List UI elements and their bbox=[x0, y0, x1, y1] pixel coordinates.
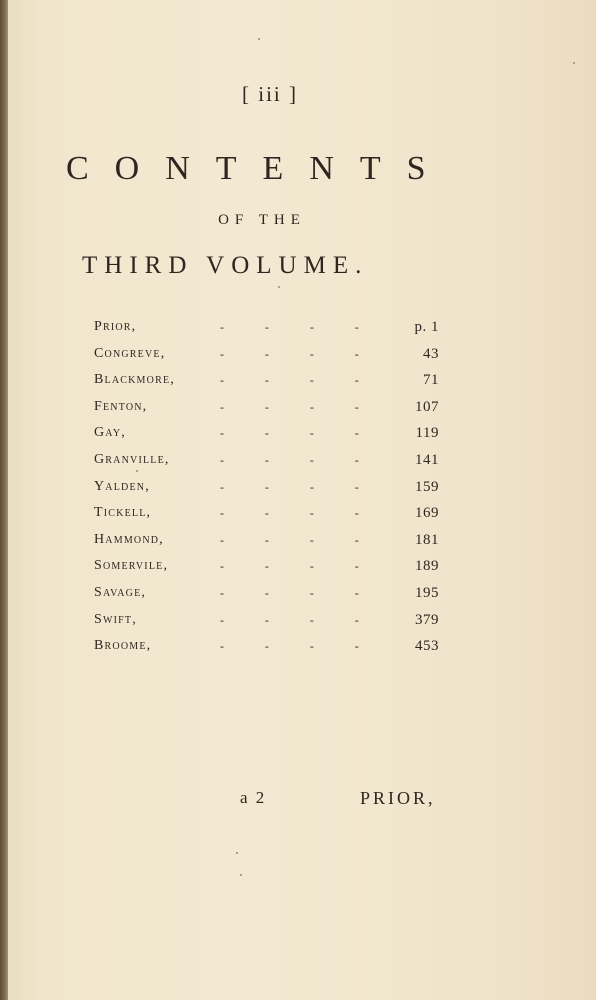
toc-entry-page: 453 bbox=[415, 638, 439, 655]
toc-entry-name: Tickell, bbox=[94, 505, 152, 521]
toc-entry bbox=[94, 527, 439, 554]
toc-entry-page: p. 1 bbox=[414, 319, 439, 335]
contents-title: CONTENTS bbox=[66, 150, 452, 187]
toc-leader-dots: - - - - bbox=[220, 399, 360, 414]
toc-entry-name: Congreve, bbox=[94, 345, 166, 361]
toc-entry-page: 379 bbox=[415, 611, 439, 628]
paper-speck bbox=[258, 38, 260, 40]
toc-entry-name: Prior, bbox=[94, 319, 137, 334]
toc-entry-page: 159 bbox=[415, 478, 439, 495]
toc-leader-dots: - - - - bbox=[220, 639, 360, 654]
toc-entry-name: Broome, bbox=[94, 638, 152, 654]
paper-speck bbox=[278, 286, 280, 288]
toc-entry-name: Granville, bbox=[94, 451, 170, 467]
toc-entry-page: 119 bbox=[415, 425, 439, 442]
toc-leader-dots: - - - - bbox=[220, 452, 360, 467]
volume-heading: THIRD VOLUME. bbox=[82, 252, 369, 279]
toc-entry bbox=[94, 580, 439, 607]
toc-entry bbox=[94, 447, 439, 474]
toc-entry-page: 43 bbox=[423, 345, 439, 362]
toc-entry-name: Savage, bbox=[94, 584, 147, 600]
toc-entry-name: Fenton, bbox=[94, 398, 148, 414]
toc-leader-dots: - - - - bbox=[220, 585, 360, 600]
toc-leader-dots: - - - - bbox=[220, 532, 360, 547]
toc-entry bbox=[94, 341, 439, 368]
toc-entry-page: 169 bbox=[415, 505, 439, 522]
toc-entry bbox=[94, 607, 439, 634]
toc-entry bbox=[94, 474, 439, 501]
signature-mark: a 2 bbox=[240, 788, 267, 807]
toc-entry-page: 107 bbox=[415, 398, 439, 415]
toc-entry-page: 71 bbox=[423, 372, 439, 389]
toc-entry bbox=[94, 394, 439, 421]
paper-speck bbox=[136, 470, 138, 472]
toc-entry bbox=[94, 420, 439, 447]
toc-entry-name: Gay, bbox=[94, 425, 126, 441]
paper-speck bbox=[236, 852, 238, 854]
toc-entry-page: 189 bbox=[415, 558, 439, 575]
table-of-contents bbox=[94, 314, 439, 660]
toc-leader-dots: - - - - bbox=[220, 320, 360, 334]
toc-leader-dots: - - - - bbox=[220, 506, 360, 521]
toc-entry-name: Blackmore, bbox=[94, 372, 175, 388]
toc-entry-page: 181 bbox=[415, 531, 439, 548]
toc-entry bbox=[94, 314, 439, 341]
contents-subtitle: OF THE bbox=[218, 212, 306, 228]
toc-entry-name: Swift, bbox=[94, 611, 137, 627]
toc-leader-dots: - - - - bbox=[220, 346, 360, 361]
toc-entry-page: 141 bbox=[415, 451, 439, 468]
toc-entry bbox=[94, 633, 439, 660]
toc-entry-name: Hammond, bbox=[94, 531, 164, 547]
toc-leader-dots: - - - - bbox=[220, 373, 360, 388]
book-page bbox=[8, 0, 596, 1000]
toc-entry-page: 195 bbox=[415, 584, 439, 601]
toc-entry bbox=[94, 367, 439, 394]
catchword: PRIOR, bbox=[360, 788, 436, 808]
paper-speck bbox=[573, 62, 575, 64]
toc-leader-dots: - - - - bbox=[220, 612, 360, 627]
toc-leader-dots: - - - - bbox=[220, 426, 360, 441]
toc-entry-name: Yalden, bbox=[94, 478, 150, 494]
toc-entry bbox=[94, 553, 439, 580]
toc-entry-name: Somervile, bbox=[94, 558, 169, 574]
paper-speck bbox=[240, 874, 242, 876]
toc-leader-dots: - - - - bbox=[220, 559, 360, 574]
toc-leader-dots: - - - - bbox=[220, 479, 360, 494]
toc-entry bbox=[94, 500, 439, 527]
page-number: [ iii ] bbox=[242, 82, 298, 106]
